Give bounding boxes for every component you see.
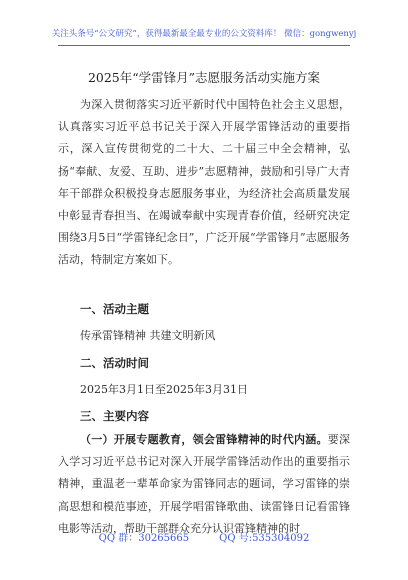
section-text-theme: 传承雷锋精神 共建文明新风 [80,329,216,342]
header-promo-note: 关注头条号“公文研究”，获得最新最全最专业的公文资料库！ 微信：gongwenyj [51,29,357,39]
subsection-heading: （一）开展专题教育，领会雷锋精神的时代内涵。 [80,433,328,446]
footer-qq-group: QQ 群：30265665 [98,533,190,544]
document-title: 2025年“学雷锋月”志愿服务活动实施方案 [87,70,321,85]
subsection-text: 要深入学习习近平总书记对深入开展学雷锋活动作出的重要指示精神，重温老一辈革命家为雷锋同志的题词，学习雷锋的崇高思想和模范事迹，开展学唱雷锋歌曲、读雷锋日记看雷锋电影等活动，帮助干部群众充分认识雷锋精神的时 [58,433,351,535]
intro-paragraph: 为深入贯彻落实习近平新时代中国特色社会主义思想，认真落实习近平总书记关于深入开展学雷锋活动的重要指示，深入宣传贯彻党的二十大、二十届三中全会精神，弘扬“奉献、友爱、互助、进步”志愿精神，鼓励和引导广大青年干部群众积极投身志愿服务事业，为经济社会高质量发展中彰显青春担当、在竭诚奉献中实现青春价值，经研究决定围绕3月5日“学雷锋纪念日”，广泛开展“学雷锋月”志愿服务活动，特制定方案如下。 [58,98,350,267]
section-text-time: 2025年3月1日至2025年3月31日 [80,383,248,396]
section-heading-content: 三、主要内容 [80,409,149,423]
footer-qq-number: QQ 号:535304092 [219,533,310,544]
subsection-paragraph [58,429,350,540]
section-heading-time: 二、活动时间 [80,356,149,370]
header-divider [58,45,350,46]
section-heading-theme: 一、活动主题 [80,302,149,316]
footer-contact [0,529,408,544]
